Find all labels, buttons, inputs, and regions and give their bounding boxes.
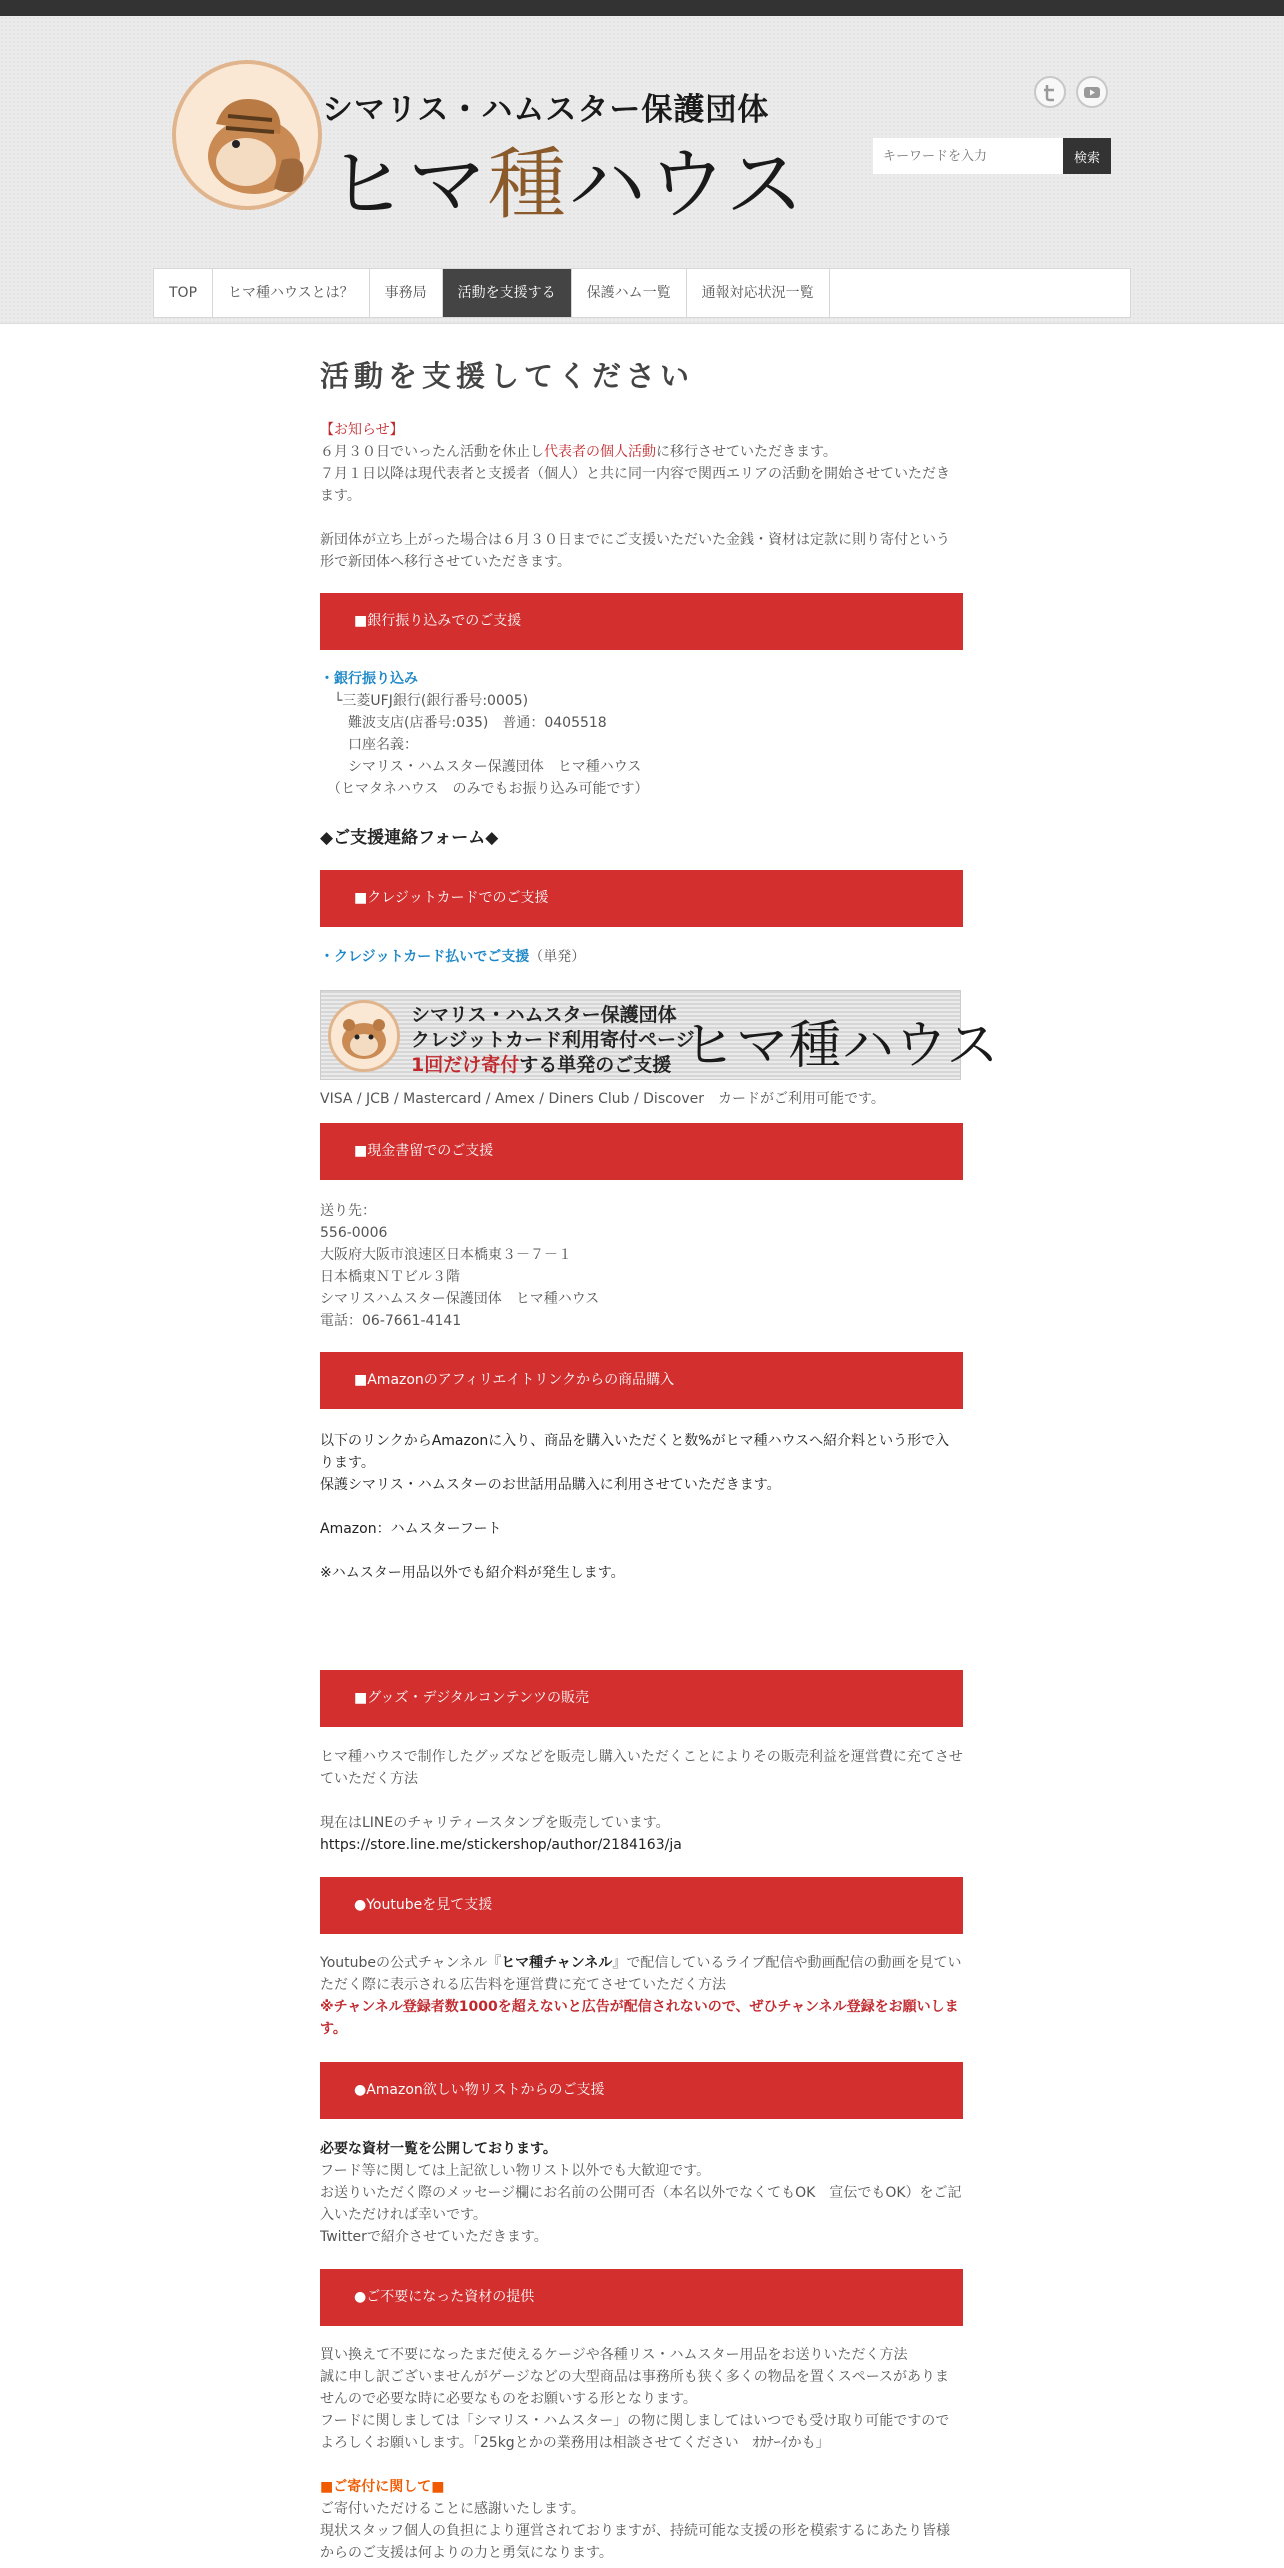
- bank-link[interactable]: [320, 668, 963, 690]
- youtube-banner: ●Youtubeを見て支援: [320, 1877, 963, 1934]
- notice-line-1: [320, 441, 963, 463]
- notice-line-3: 新団体が立ち上がった場合は６月３０日までにご支援いただいた金銭・資材は定款に則り寄付という形で新団体へ移行させていただきます。: [320, 532, 950, 570]
- amazon-aff-link[interactable]: Amazon：ハムスターフート: [320, 1521, 502, 1537]
- cc-banner-line-1: シマリス・ハムスター保護団体: [411, 1004, 677, 1026]
- wishlist-p4: Twitterで紹介させていただきます。: [320, 2229, 548, 2245]
- credit-suffix: （単発）: [529, 949, 586, 965]
- logo-subtitle: シマリス・ハムスター保護団体: [322, 92, 770, 128]
- cash-banner: ■現金書留でのご支援: [320, 1123, 963, 1180]
- cc-banner-one-time: 1回だけ寄付: [411, 1054, 520, 1076]
- nav-item-support[interactable]: 活動を支援する: [443, 269, 572, 317]
- youtube-p1: [320, 1952, 963, 1996]
- main-nav: [153, 268, 1131, 318]
- goods-p1: ヒマ種ハウスで制作したグッズなどを販売し購入いただくことによりその販売利益を運営費に充てさせていただく方法: [320, 1749, 963, 1787]
- wishlist-p1: 必要な資材一覧を公開しております。: [320, 2141, 557, 2157]
- nav-item-office[interactable]: 事務局: [370, 269, 443, 317]
- credit-banner: ■クレジットカードでのご支援: [320, 870, 963, 927]
- amazon-aff-p1: 以下のリンクからAmazonに入り、商品を購入いただくと数%がヒマ種ハウスへ紹介料という形で入ります。: [320, 1433, 950, 1471]
- amazon-aff-p2: 保護シマリス・ハムスターのお世話用品購入に利用させていただきます。: [320, 1477, 781, 1493]
- cash-address: 送り先： 556-0006 大阪府大阪市浪速区日本橋東３－７－１ 日本橋東ＮＴビル３階 シマリスハムスター保護団体 ヒマ種ハウス 電話：06-7661-4141: [320, 1203, 600, 1329]
- notice-line-2: ７月１日以降は現代表者と支援者（個人）と共に同一内容で関西エリアの活動を開始させていただきます。: [320, 466, 950, 504]
- logo-title-part-3: ハウス: [568, 140, 806, 230]
- cc-banner-line-3: [411, 1050, 671, 1077]
- accepted-cards: VISA / JCB / Mastercard / Amex / Diners Club / Discover カードがご利用可能です。: [320, 1091, 885, 1107]
- youtube-note: ※チャンネル登録者数1000を超えないと広告が配信されないので、ぜひチャンネル登録をお願いします。: [320, 1999, 959, 2037]
- cc-banner-single: する単発のご支援: [519, 1054, 672, 1076]
- credit-link-row: [320, 946, 963, 968]
- wishlist-p3: お送りいただく際のメッセージ欄にお名前の公開可否（本名以外でなくてもOK 宣伝でもOK）をご記入いただければ幸いです。: [320, 2185, 962, 2223]
- site-header: [0, 16, 1284, 324]
- nav-item-report-status[interactable]: 通報対応状況一覧: [687, 269, 830, 317]
- supplies-banner: ●ご不要になった資材の提供: [320, 2269, 963, 2326]
- notice-label-text: 【お知らせ】: [320, 422, 404, 438]
- cc-banner-line-2: クレジットカード利用寄付ページ: [411, 1029, 695, 1051]
- twitter-icon[interactable]: [1034, 76, 1066, 108]
- cc-banner-logo: ヒマ種ハウス: [683, 1016, 1000, 1076]
- chipmunk-logo-icon: [172, 60, 322, 210]
- goods-p2: 現在はLINEのチャリティースタンプを販売しています。: [320, 1815, 670, 1831]
- hamster-icon: [328, 1000, 400, 1072]
- nav-item-about[interactable]: ヒマ種ハウスとは？: [213, 269, 370, 317]
- notice-1a: ６月３０日でいったん活動を休止し: [320, 444, 544, 460]
- youtube-icon[interactable]: [1076, 76, 1108, 108]
- logo-title-part-2: 種: [488, 140, 569, 230]
- site-logo[interactable]: [172, 60, 806, 232]
- donation-p1: ご寄付いただけることに感謝いたします。: [320, 2501, 585, 2517]
- search-button[interactable]: 検索: [1063, 138, 1111, 174]
- bank-details: └三菱UFJ銀行(銀行番号:0005) 難波支店(店番号:035) 普通：0405518 口座名義： シマリス・ハムスター保護団体 ヒマ種ハウス （ヒマタネハウス のみでもお振り込み可能です）: [333, 693, 649, 797]
- wishlist-p2: フード等に関しては上記欲しい物リスト以外でも大歓迎です。: [320, 2163, 711, 2179]
- youtube-p1c: 』で配信しているライブ配信や動画配信の動画を見ていただく際に表示される広告料を運営費に充てさせていただく方法: [320, 1955, 962, 1993]
- amazon-aff-note: ※ハムスター用品以外でも紹介料が発生します。: [320, 1565, 625, 1581]
- bank-link-text[interactable]: ・銀行振り込み: [320, 671, 418, 687]
- credit-donation-banner[interactable]: [320, 990, 1000, 1080]
- search-input[interactable]: [873, 138, 1063, 174]
- logo-title: [328, 122, 806, 234]
- youtube-channel-name: ヒマ種チャンネル: [501, 1955, 613, 1971]
- donation-p2: 現状スタッフ個人の負担により運営されておりますが、持続可能な支援の形を模索するにあたり皆様からのご支援は何よりの力と勇気になります。: [320, 2523, 950, 2561]
- line-store-link[interactable]: https://store.line.me/stickershop/author/2184163/ja: [320, 1837, 682, 1853]
- notice-1c: に移行させていただきます。: [656, 444, 837, 460]
- supplies-p2: 誠に申し訳ございませんがゲージなどの大型商品は事務所も狭く多くの物品を置くスペースがありませんので必要な時に必要なものをお願いする形となります。: [320, 2369, 950, 2407]
- supplies-p3: フードに関しましては「シマリス・ハムスター」の物に関しましてはいつでも受け取り可能ですのでよろしくお願いします。「25kgとかの業務用は相談させてください ｵｶﾅｰｲかも」: [320, 2413, 950, 2451]
- logo-title-part-1: ヒマ: [328, 140, 489, 230]
- youtube-p1a: Youtubeの公式チャンネル『: [320, 1955, 502, 1971]
- donation-heading: ■ご寄付に関して■: [320, 2479, 445, 2495]
- nav-item-top[interactable]: TOP: [154, 269, 213, 317]
- goods-banner: ■グッズ・デジタルコンテンツの販売: [320, 1670, 963, 1727]
- notice-label: [320, 419, 963, 441]
- nav-item-rescued-list[interactable]: 保護ハム一覧: [572, 269, 687, 317]
- wishlist-banner: ●Amazon欲しい物リストからのご支援: [320, 2062, 963, 2119]
- notice-1b: 代表者の個人活動: [544, 444, 656, 460]
- credit-link[interactable]: ・クレジットカード払いでご支援: [320, 949, 530, 965]
- top-bar: [0, 0, 1284, 16]
- amazon-affiliate-banner: ■Amazonのアフィリエイトリンクからの商品購入: [320, 1352, 963, 1409]
- bank-banner: ■銀行振り込みでのご支援: [320, 593, 963, 650]
- page-title: 活動を支援してください: [320, 359, 695, 393]
- supplies-p1: 買い換えて不要になったまだ使えるケージや各種リス・ハムスター用品をお送りいただく方法: [320, 2347, 908, 2363]
- contact-form-heading: ◆ご支援連絡フォーム◆: [320, 828, 499, 848]
